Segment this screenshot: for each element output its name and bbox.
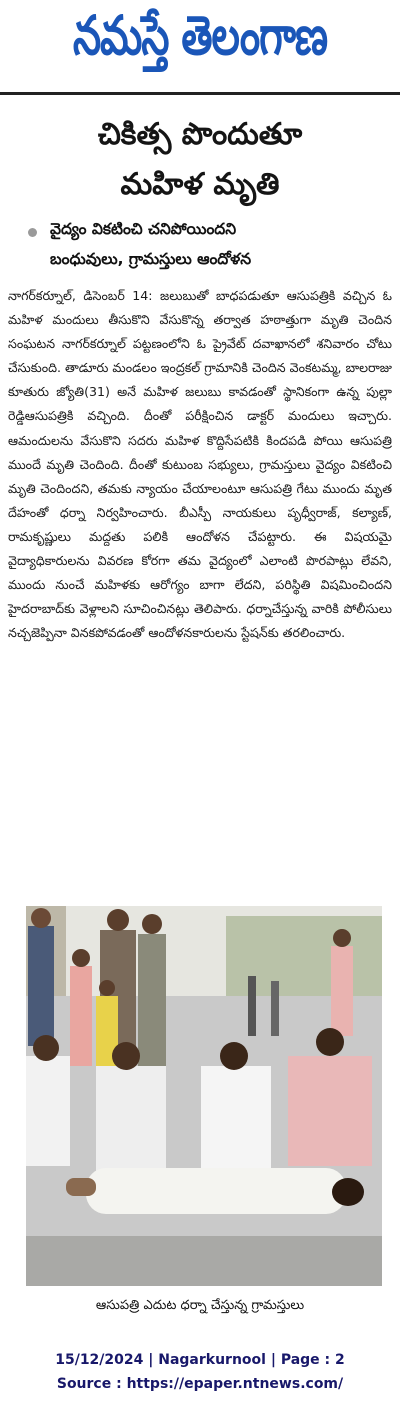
masthead-title: నమస్తే తెలంగాణ [72,3,328,67]
newspaper-masthead [0,0,400,84]
headline-line-1: చికిత్స పొందుతూ [97,117,303,152]
divider [0,92,400,95]
deck-line-1: వైద్యం వికటించి చనిపోయిందని [50,220,237,238]
photo-caption: ఆసుపత్రి ఎదుట ధర్నా చేస్తున్న గ్రామస్తులు [95,1298,305,1313]
footer-date-edition: 15/12/2024 | Nagarkurnool | Page : 2 [55,1352,345,1368]
headline-line-2: మహిళ మృతి [120,167,280,202]
news-photo [26,906,382,1286]
bullet-icon [28,228,37,237]
footer-source: Source : https://epaper.ntnews.com/ [56,1376,344,1392]
article-body: నాగర్‌కర్నూల్‌, డిసెంబర్‌ 14: జలుబుతో బాధపడుతూ ఆసుపత్రికి వచ్చిన ఓ మహిళ మందులు తీసుకొని వేసుకొన్న తర్వాత హఠాత్తుగా మృతి చెందిన సంఘటన నాగర్‌కర్నూల్‌ పట్టణంలోని ఓ ప్రైవేట్‌ దవాఖానలో శనివారం చోటు చేసుకుంది. తాడూరు మండలం ఇంద్రకల్‌ గ్రామానికి చెందిన వెంకటమ్మ, బాలరాజు కూతురు జ్యోతి(31) అనే మహిళ జలుబు కావడంతో స్థానికంగా ఉన్న పుల్లా రెడ్డిఆసుపత్రికి వచ్చింది. దీంతో పరీక్షించిన డాక్టర్‌ మందులు ఇచ్చారు. ఆమందులను వేసుకొని సదరు మహిళ కొద్దిసేపటికి కిందపడి పోయి ఆసుపత్రి ముందే మృతి చెందింది. దీంతో కుటుంబ సభ్యులు, గ్రామస్తులు వైద్యం వికటించి మృతి చెందిందని, తమకు న్యాయం చేయాలంటూ ఆసుపత్రి గేటు ముందు మృత దేహంతో ధర్నా నిర్వహించారు. బీఎస్పీ నాయకులు పృధ్వీరాజ్‌, కల్యాణ్‌, రామకృష్ణులు మద్దతు పలికి ఆందోళన చేపట్టారు. ఈ విషయమై వైద్యాధికారులను వివరణ కోరగా తమ వైద్యంలో ఎలాంటి పొరపాట్లు లేవని, ముందు నుంచే మహిళకు ఆరోగ్యం బాగా లేదని, పరిస్థితి విషమించిందని హైదరాబాద్‌కు వెళ్లాలని సూచించినట్లు తెలిపారు. ధర్నాచేస్తున్న వారికి పోలీసులు నచ్చజెప్పినా వినకపోవడంతో ఆందోళనకారులను స్టేషన్‌కు తరలించారు. [8,288,392,641]
deck-line-2: బంధువులు, గ్రామస్తులు ఆందోళన [50,250,252,268]
